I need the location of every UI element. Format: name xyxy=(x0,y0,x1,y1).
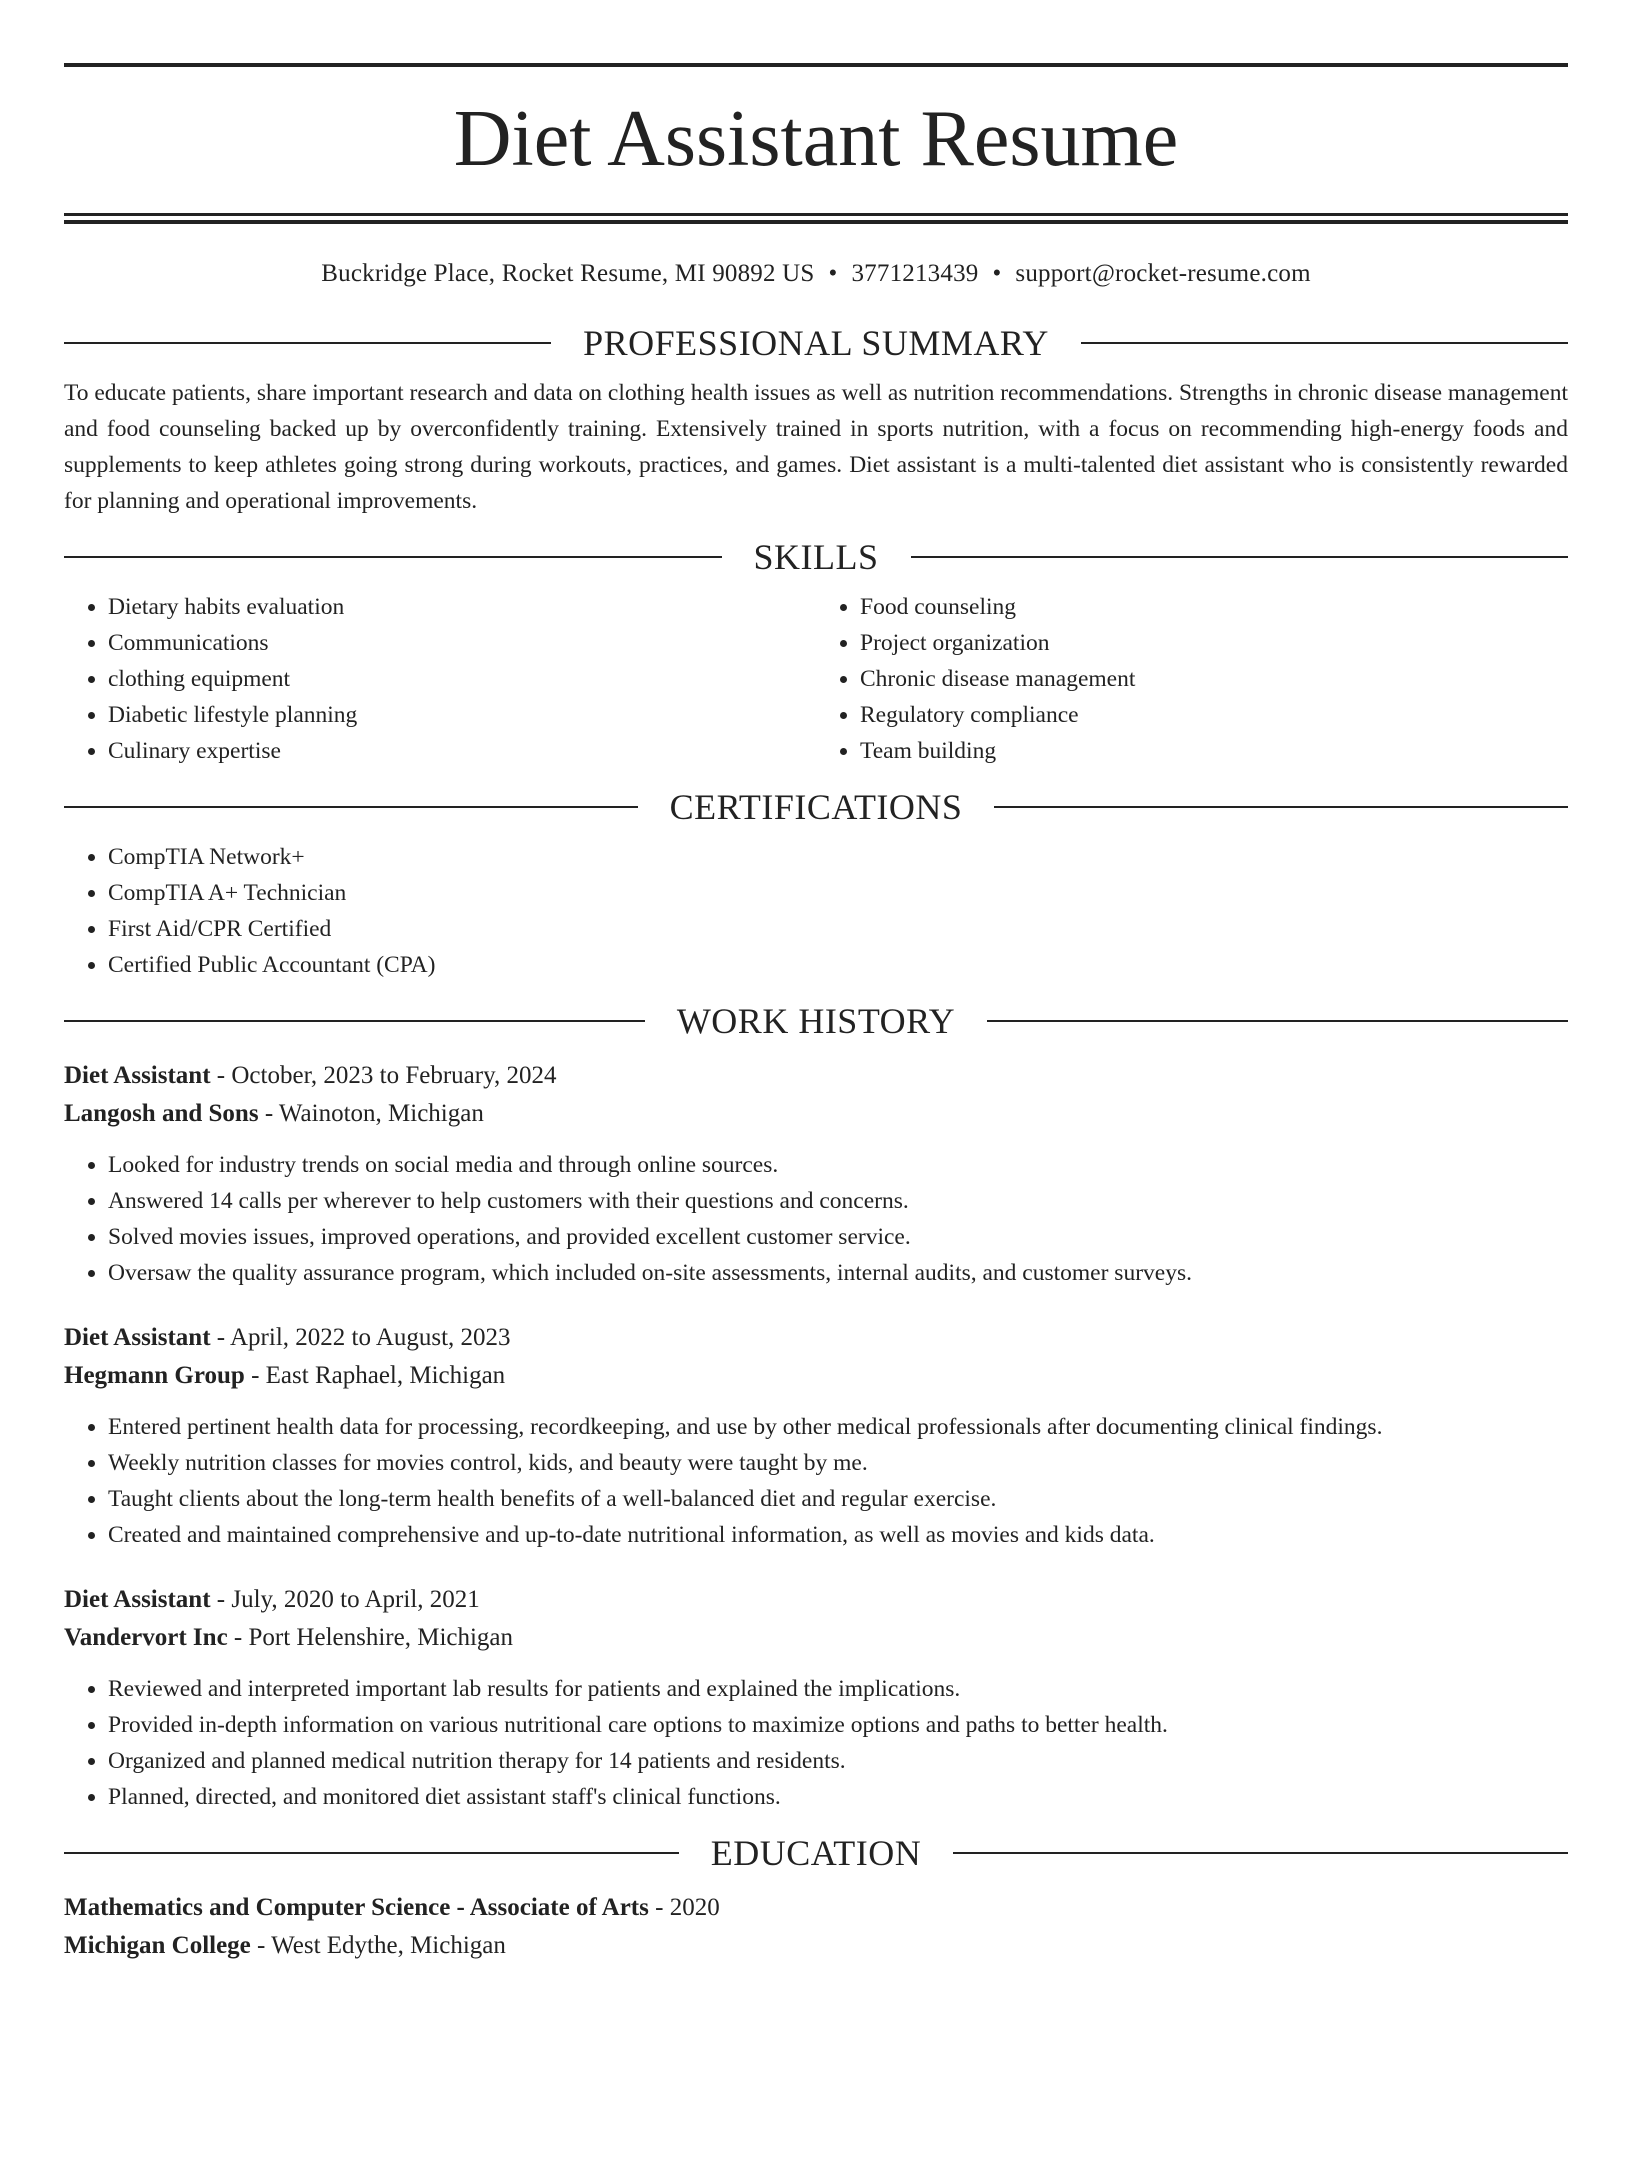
contact-line xyxy=(64,258,1568,290)
skills-column-right xyxy=(816,589,1568,769)
heading-rule-left xyxy=(64,1020,645,1022)
skills-list-left xyxy=(64,589,816,769)
education-location: - West Edythe, Michigan xyxy=(250,1932,506,1959)
job-bullet: • Planned, directed, and monitored diet assistant staff's clinical functions. xyxy=(108,1779,1568,1815)
education-degree-line xyxy=(64,1889,1568,1927)
section-title: WORK HISTORY xyxy=(676,1001,956,1041)
top-rule xyxy=(64,63,1568,67)
section-title: PROFESSIONAL SUMMARY xyxy=(583,323,1049,363)
education-degree: Mathematics and Computer Science - Associate of Arts xyxy=(64,1894,649,1921)
education-school: Michigan College xyxy=(64,1932,251,1959)
heading-rule-right xyxy=(953,1852,1568,1854)
job-dates: - April, 2022 to August, 2023 xyxy=(210,1324,511,1351)
job-company-line xyxy=(64,1095,1568,1133)
contact-email: support@rocket-resume.com xyxy=(1015,260,1311,287)
job-title-line xyxy=(64,1057,1568,1095)
certifications-list xyxy=(64,839,1568,983)
resume-page xyxy=(0,63,1632,2175)
section-work-heading xyxy=(64,999,1568,1043)
skill-item: • Food counseling xyxy=(860,589,1568,625)
job-bullet: • Weekly nutrition classes for movies control, kids, and beauty were taught by me. xyxy=(108,1445,1568,1481)
skill-item: • clothing equipment xyxy=(108,661,816,697)
job-bullets xyxy=(64,1409,1568,1553)
job-bullets xyxy=(64,1147,1568,1291)
education-entry xyxy=(64,1889,1568,1965)
skill-item: • Team building xyxy=(860,733,1568,769)
heading-rule-right xyxy=(911,556,1569,558)
job-location: - East Raphael, Michigan xyxy=(244,1362,506,1389)
job-bullet: • Solved movies issues, improved operations, and provided excellent customer service. xyxy=(108,1219,1568,1255)
section-summary-heading xyxy=(64,321,1568,365)
job-bullet: • Entered pertinent health data for processing, recordkeeping, and use by other medical professionals after documenting clinical findings. xyxy=(108,1409,1568,1445)
skills-grid xyxy=(64,589,1568,769)
job-entry xyxy=(64,1581,1568,1815)
job-bullet: • Reviewed and interpreted important lab results for patients and explained the implications. xyxy=(108,1671,1568,1707)
certification-item: • CompTIA A+ Technician xyxy=(108,875,1568,911)
job-title: Diet Assistant xyxy=(64,1586,211,1613)
skill-item: • Dietary habits evaluation xyxy=(108,589,816,625)
job-bullets xyxy=(64,1671,1568,1815)
job-company-line xyxy=(64,1619,1568,1657)
summary-text: To educate patients, share important research and data on clothing health issues as well as nutrition recommendations. Strengths in chronic disease management and food counseling backed up by overconfidently training. Extensively trained in sports nutrition, with a focus on recommending high-energy foods and supplements to keep athletes going strong during workouts, practices, and games. Diet assistant is a multi-talented diet assistant who is consistently rewarded for planning and operational improvements. xyxy=(64,380,1568,514)
section-title: SKILLS xyxy=(753,537,879,577)
heading-rule-right xyxy=(1081,342,1568,344)
job-bullet: • Oversaw the quality assurance program, which included on-site assessments, internal audits, and customer surveys. xyxy=(108,1255,1568,1291)
skills-list-right xyxy=(816,589,1568,769)
job-title-line xyxy=(64,1319,1568,1357)
job-company-line xyxy=(64,1357,1568,1395)
job-dates: - October, 2023 to February, 2024 xyxy=(210,1062,557,1089)
job-location: - Wainoton, Michigan xyxy=(258,1100,484,1127)
skill-item: • Communications xyxy=(108,625,816,661)
contact-phone: 3771213439 xyxy=(851,260,979,287)
job-title-line xyxy=(64,1581,1568,1619)
job-dates: - July, 2020 to April, 2021 xyxy=(210,1586,480,1613)
resume-title: Diet Assistant Resume xyxy=(453,95,1179,183)
job-bullet: • Created and maintained comprehensive and up-to-date nutritional information, as well as movies and kids data. xyxy=(108,1517,1568,1553)
heading-rule-left xyxy=(64,1852,679,1854)
skill-item: • Project organization xyxy=(860,625,1568,661)
certification-item: • First Aid/CPR Certified xyxy=(108,911,1568,947)
job-company: Langosh and Sons xyxy=(64,1100,259,1127)
education-year: - 2020 xyxy=(648,1894,720,1921)
title-double-rule xyxy=(64,213,1568,224)
heading-rule-left xyxy=(64,806,638,808)
skill-item: • Culinary expertise xyxy=(108,733,816,769)
skill-item: • Regulatory compliance xyxy=(860,697,1568,733)
section-title: EDUCATION xyxy=(710,1833,922,1873)
job-entry xyxy=(64,1057,1568,1291)
certification-item: • CompTIA Network+ xyxy=(108,839,1568,875)
section-certifications-heading xyxy=(64,785,1568,829)
section-skills-heading xyxy=(64,535,1568,579)
job-bullet: • Organized and planned medical nutrition therapy for 14 patients and residents. xyxy=(108,1743,1568,1779)
skill-item: • Chronic disease management xyxy=(860,661,1568,697)
heading-rule-left xyxy=(64,556,722,558)
job-company: Hegmann Group xyxy=(64,1362,245,1389)
contact-separator: • xyxy=(828,260,838,287)
heading-rule-right xyxy=(994,806,1568,808)
skill-item: • Diabetic lifestyle planning xyxy=(108,697,816,733)
heading-rule-left xyxy=(64,342,551,344)
job-bullet: • Looked for industry trends on social media and through online sources. xyxy=(108,1147,1568,1183)
heading-rule-right xyxy=(987,1020,1568,1022)
job-location: - Port Helenshire, Michigan xyxy=(227,1624,514,1651)
job-entry xyxy=(64,1319,1568,1553)
job-bullet: • Answered 14 calls per wherever to help customers with their questions and concerns. xyxy=(108,1183,1568,1219)
certification-item: • Certified Public Accountant (CPA) xyxy=(108,947,1568,983)
job-bullet: • Taught clients about the long-term health benefits of a well-balanced diet and regular exercise. xyxy=(108,1481,1568,1517)
section-title: CERTIFICATIONS xyxy=(669,787,963,827)
skills-column-left xyxy=(64,589,816,769)
job-title: Diet Assistant xyxy=(64,1062,211,1089)
job-bullet: • Provided in-depth information on various nutritional care options to maximize options and paths to better health. xyxy=(108,1707,1568,1743)
contact-address: Buckridge Place, Rocket Resume, MI 90892 US xyxy=(321,260,815,287)
education-school-line xyxy=(64,1927,1568,1965)
job-title: Diet Assistant xyxy=(64,1324,211,1351)
job-company: Vandervort Inc xyxy=(64,1624,228,1651)
section-education-heading xyxy=(64,1831,1568,1875)
contact-separator: • xyxy=(992,260,1002,287)
